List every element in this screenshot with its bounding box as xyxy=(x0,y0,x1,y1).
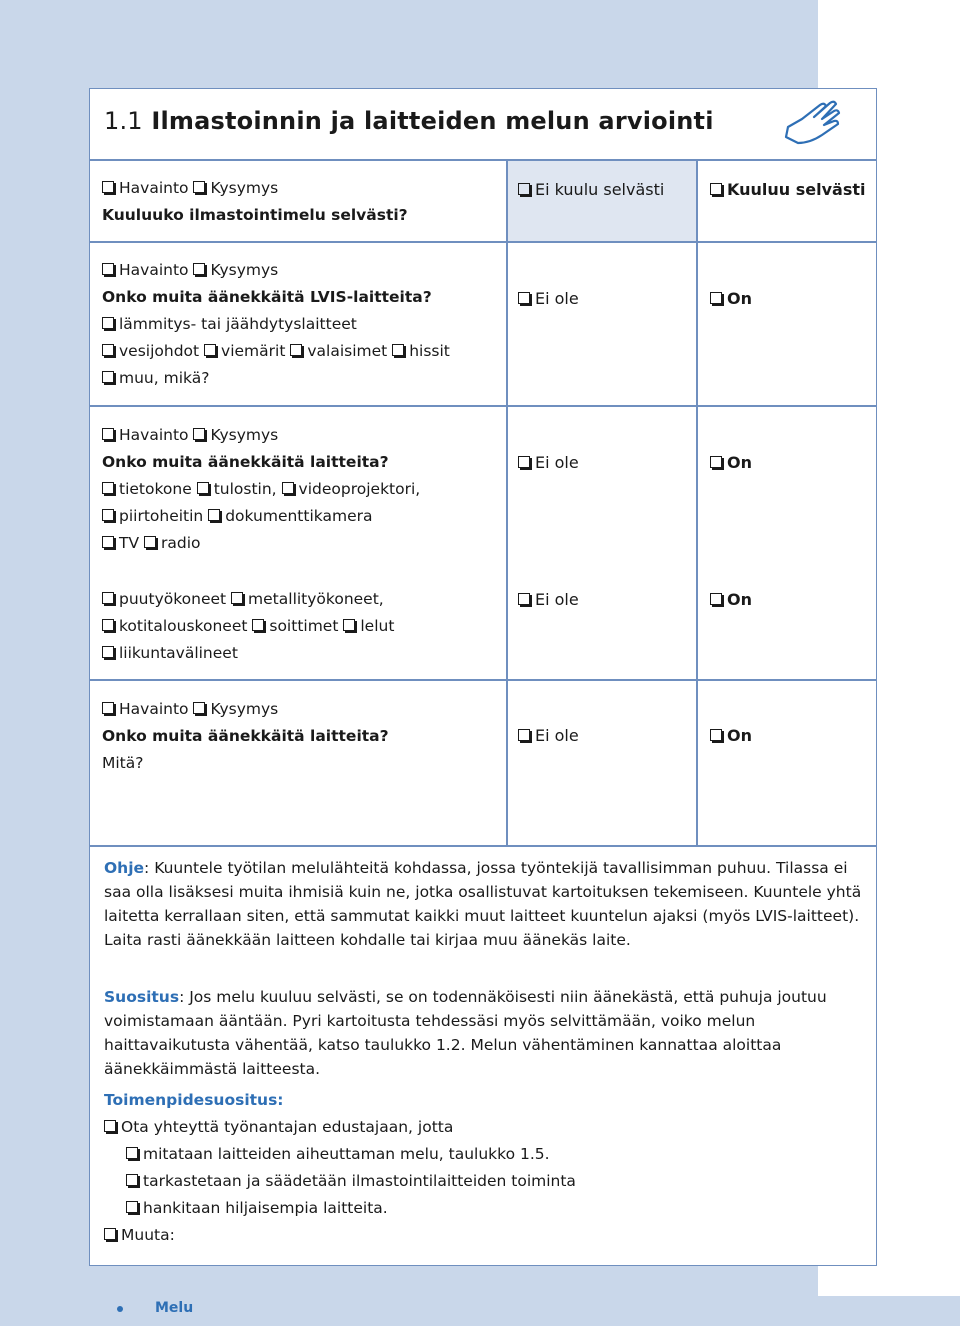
checkbox-icon[interactable] xyxy=(102,263,114,275)
column-divider xyxy=(696,159,698,845)
row2-question-cell: Havainto Kysymys Onko muita äänekkäitä LVIS-laitteita? lämmitys- tai jäähdytyslaitteet vesijohdot viemärit valaisimet hissit muu, mikä? xyxy=(102,261,450,387)
checkbox-icon[interactable] xyxy=(252,619,264,631)
checkbox-icon[interactable] xyxy=(518,456,530,468)
checkbox-icon[interactable] xyxy=(102,509,114,521)
row3-option-2[interactable]: On xyxy=(710,453,752,472)
checkbox-icon[interactable] xyxy=(518,729,530,741)
checkbox-icon[interactable] xyxy=(102,646,114,658)
row1-option-2[interactable]: Kuuluu selvästi xyxy=(710,180,865,199)
checkbox-icon[interactable] xyxy=(710,292,722,304)
checkbox-icon[interactable] xyxy=(104,1120,116,1132)
row5-option-2[interactable]: On xyxy=(710,726,752,745)
instruction-text: Ohje: Kuuntele työtilan melulähteitä kohdassa, jossa työntekijä tavallisimman puhuu. Tilassa ei saa olla lisäksesi muita ihmisiä kuin ne, jotka osallistuvat kartoituksen tekemiseen. Kuuntele yhtä laitetta kerrallaan siten, että sammutat kaikki muut laitteet kuuntelun ajaksi (myös LVIS-laitteet). Laita rasti äänekkään laitteen kohdalle tai kirjaa muu äänekäs laite. xyxy=(104,859,862,949)
checkbox-icon[interactable] xyxy=(102,536,114,548)
row3-question-cell: Havainto Kysymys Onko muita äänekkäitä laitteita? tietokone tulostin, videoprojektori, piirtoheitin dokumenttikamera TV radio xyxy=(102,426,421,552)
checkbox-icon[interactable] xyxy=(518,593,530,605)
action-item: tarkastetaan ja säädetään ilmastointilaitteiden toiminta xyxy=(104,1168,864,1195)
checkbox-icon[interactable] xyxy=(102,482,114,494)
row2-option-2[interactable]: On xyxy=(710,289,752,308)
checkbox-icon[interactable] xyxy=(710,729,722,741)
title-number: 1.1 xyxy=(104,107,143,135)
checkbox-icon[interactable] xyxy=(144,536,156,548)
row2-option-1[interactable]: Ei ole xyxy=(518,289,579,308)
column-divider xyxy=(506,159,508,845)
checkbox-icon[interactable] xyxy=(193,428,205,440)
action-item: Ota yhteyttä työnantajan edustajaan, jotta xyxy=(104,1114,864,1141)
checkbox-icon[interactable] xyxy=(102,371,114,383)
action-section xyxy=(104,1087,864,1249)
form-sheet xyxy=(89,88,877,1266)
checkbox-icon[interactable] xyxy=(710,183,722,195)
row-divider xyxy=(90,405,876,407)
action-item: Muuta: xyxy=(104,1222,864,1249)
checkbox-icon[interactable] xyxy=(193,181,205,193)
row3-option-1[interactable]: Ei ole xyxy=(518,453,579,472)
row5-question-cell: Havainto Kysymys Onko muita äänekkäitä laitteita? Mitä? xyxy=(102,700,389,772)
checkbox-icon[interactable] xyxy=(193,263,205,275)
checkbox-icon[interactable] xyxy=(290,344,302,356)
footer-band xyxy=(0,1296,960,1326)
checkbox-icon[interactable] xyxy=(208,509,220,521)
row4-question-cell: puutyökoneet metallityökoneet, kotitalouskoneet soittimet lelut liikuntavälineet xyxy=(102,586,394,667)
checkbox-icon[interactable] xyxy=(126,1147,138,1159)
footer-bullet-icon xyxy=(117,1306,123,1312)
checkbox-icon[interactable] xyxy=(126,1174,138,1186)
footer-section-label: Melu xyxy=(155,1300,194,1316)
checkbox-icon[interactable] xyxy=(193,702,205,714)
page-title xyxy=(104,107,714,135)
checkbox-icon[interactable] xyxy=(231,592,243,604)
checkbox-icon[interactable] xyxy=(710,456,722,468)
row-divider xyxy=(90,241,876,243)
checkbox-icon[interactable] xyxy=(126,1201,138,1213)
action-item: mitataan laitteiden aiheuttaman melu, taulukko 1.5. xyxy=(104,1141,864,1168)
title-text: Ilmastoinnin ja laitteiden melun arviointi xyxy=(151,107,714,135)
hand-icon xyxy=(780,97,842,155)
checkbox-icon[interactable] xyxy=(518,292,530,304)
checkbox-icon[interactable] xyxy=(518,183,530,195)
checkbox-icon[interactable] xyxy=(102,428,114,440)
header-shade xyxy=(508,159,698,241)
row-divider xyxy=(90,845,876,847)
checkbox-icon[interactable] xyxy=(102,702,114,714)
checkbox-icon[interactable] xyxy=(392,344,404,356)
checkbox-icon[interactable] xyxy=(102,181,114,193)
checkbox-icon[interactable] xyxy=(102,317,114,329)
instruction-label: Ohje xyxy=(104,859,145,877)
row5-option-1[interactable]: Ei ole xyxy=(518,726,579,745)
row1-question-cell: Havainto Kysymys Kuuluuko ilmastointimelu selvästi? xyxy=(102,179,408,224)
checkbox-icon[interactable] xyxy=(710,593,722,605)
action-item: hankitaan hiljaisempia laitteita. xyxy=(104,1195,864,1222)
checkbox-icon[interactable] xyxy=(197,482,209,494)
recommendation-text: Suositus: Jos melu kuuluu selvästi, se on todennäköisesti niin äänekästä, että puhuja joutuu voimistamaan ääntään. Pyri kartoitusta tehdessäsi myös selvittämään, voiko melun haittavaikutusta vähentää, katso taulukko 1.2. Melun vähentäminen kannattaa aloittaa äänekkäimmästä laitteesta. xyxy=(104,988,827,1078)
checkbox-icon[interactable] xyxy=(102,619,114,631)
row4-option-1[interactable]: Ei ole xyxy=(518,590,579,609)
checkbox-icon[interactable] xyxy=(102,592,114,604)
checkbox-icon[interactable] xyxy=(282,482,294,494)
row4-option-2[interactable]: On xyxy=(710,590,752,609)
row1-option-1[interactable]: Ei kuulu selvästi xyxy=(518,180,664,199)
recommendation-label: Suositus xyxy=(104,988,180,1006)
checkbox-icon[interactable] xyxy=(343,619,355,631)
checkbox-icon[interactable] xyxy=(102,344,114,356)
action-label: Toimenpidesuositus: xyxy=(104,1091,284,1109)
checkbox-icon[interactable] xyxy=(204,344,216,356)
checkbox-icon[interactable] xyxy=(104,1228,116,1240)
row-divider xyxy=(90,679,876,681)
row-divider xyxy=(90,159,876,161)
